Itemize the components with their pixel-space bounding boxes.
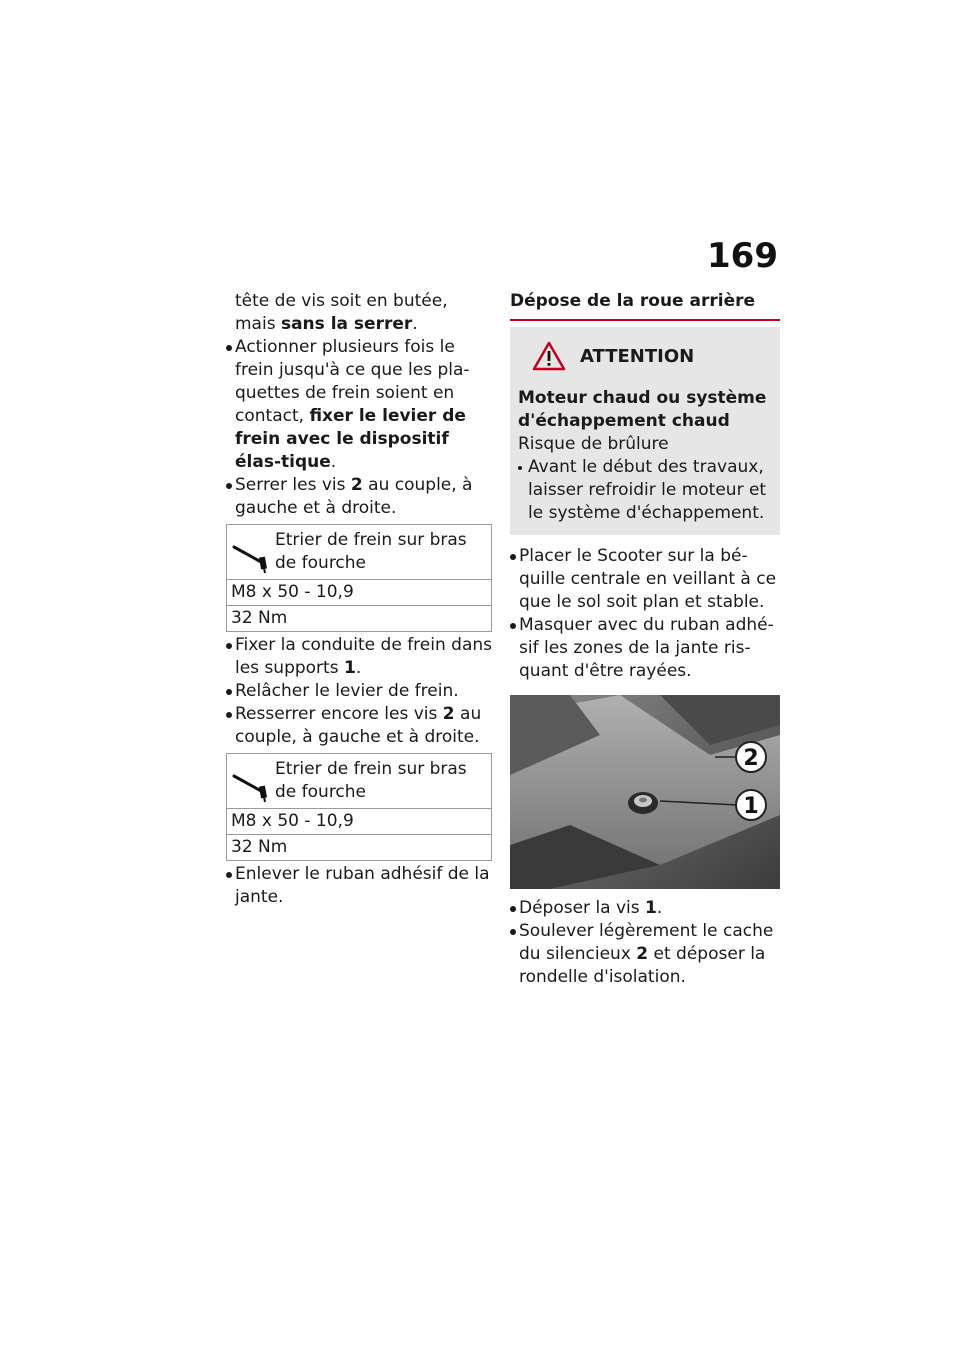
torque-wrench-icon: [231, 533, 273, 575]
spec-description: Etrier de frein sur bras de fourche: [275, 759, 467, 802]
warning-title: ATTENTION: [580, 345, 695, 367]
callout-2: 2: [743, 746, 759, 771]
instruction-list-e: [510, 897, 780, 989]
list-item: Enlever le ruban adhésif de la jante.: [226, 863, 492, 909]
list-item: Soulever légèrement le cache du silencieux 2 et déposer la rondelle d'isolation.: [510, 920, 780, 989]
intro-bold: sans la serrer: [280, 314, 413, 334]
instruction-list-c: [226, 863, 492, 909]
warning-triangle-icon: [532, 341, 566, 371]
list-item: Avant le début des travaux, laisser refroidir le moteur et le système d'échappement.: [518, 456, 770, 525]
warning-subtitle: Moteur chaud ou système d'échappement chaud: [518, 388, 767, 431]
intro-text: tête de vis soit en butée, mais sans la serrer.: [235, 291, 448, 334]
callout-1: 1: [743, 794, 759, 819]
list-item: Masquer avec du ruban adhé-sif les zones de la jante ris-quant d'être rayées.: [510, 614, 780, 683]
spec-fastener: M8 x 50 - 10,9: [227, 809, 492, 835]
warning-risk: Risque de brûlure: [518, 434, 669, 454]
instruction-list-d: [510, 545, 780, 683]
warning-list: [518, 456, 770, 525]
section-title: Dépose de la roue arrière: [510, 290, 780, 321]
right-column: [510, 290, 780, 989]
torque-spec-table-1: [226, 524, 492, 632]
list-item: Resserrer encore les vis 2 au couple, à gauche et à droite.: [226, 703, 492, 749]
list-item: Déposer la vis 1.: [510, 897, 780, 920]
spec-torque: 32 Nm: [227, 606, 492, 632]
left-column: [226, 290, 492, 909]
torque-spec-table-2: [226, 753, 492, 861]
instruction-list-a: [226, 336, 492, 520]
list-item: Serrer les vis 2 au couple, à gauche et à droite.: [226, 474, 492, 520]
list-item: Fixer la conduite de frein dans les supports 1.: [226, 634, 492, 680]
page-number: 169: [707, 236, 778, 276]
list-item: Relâcher le levier de frein.: [226, 680, 492, 703]
list-item: Placer le Scooter sur la bé-quille centrale en veillant à ce que le sol soit plan et stable.: [510, 545, 780, 614]
list-item: Actionner plusieurs fois le frein jusqu'à ce que les pla-quettes de frein soient en contact, fixer le levier de frein avec le dispositif élas-tique.: [226, 336, 492, 474]
spec-torque: 32 Nm: [227, 835, 492, 861]
spec-fastener: M8 x 50 - 10,9: [227, 580, 492, 606]
instruction-list-b: [226, 634, 492, 749]
warning-box: [510, 327, 780, 535]
muffler-photo: [510, 695, 780, 889]
torque-wrench-icon: [231, 762, 273, 804]
spec-description: Etrier de frein sur bras de fourche: [275, 530, 467, 573]
